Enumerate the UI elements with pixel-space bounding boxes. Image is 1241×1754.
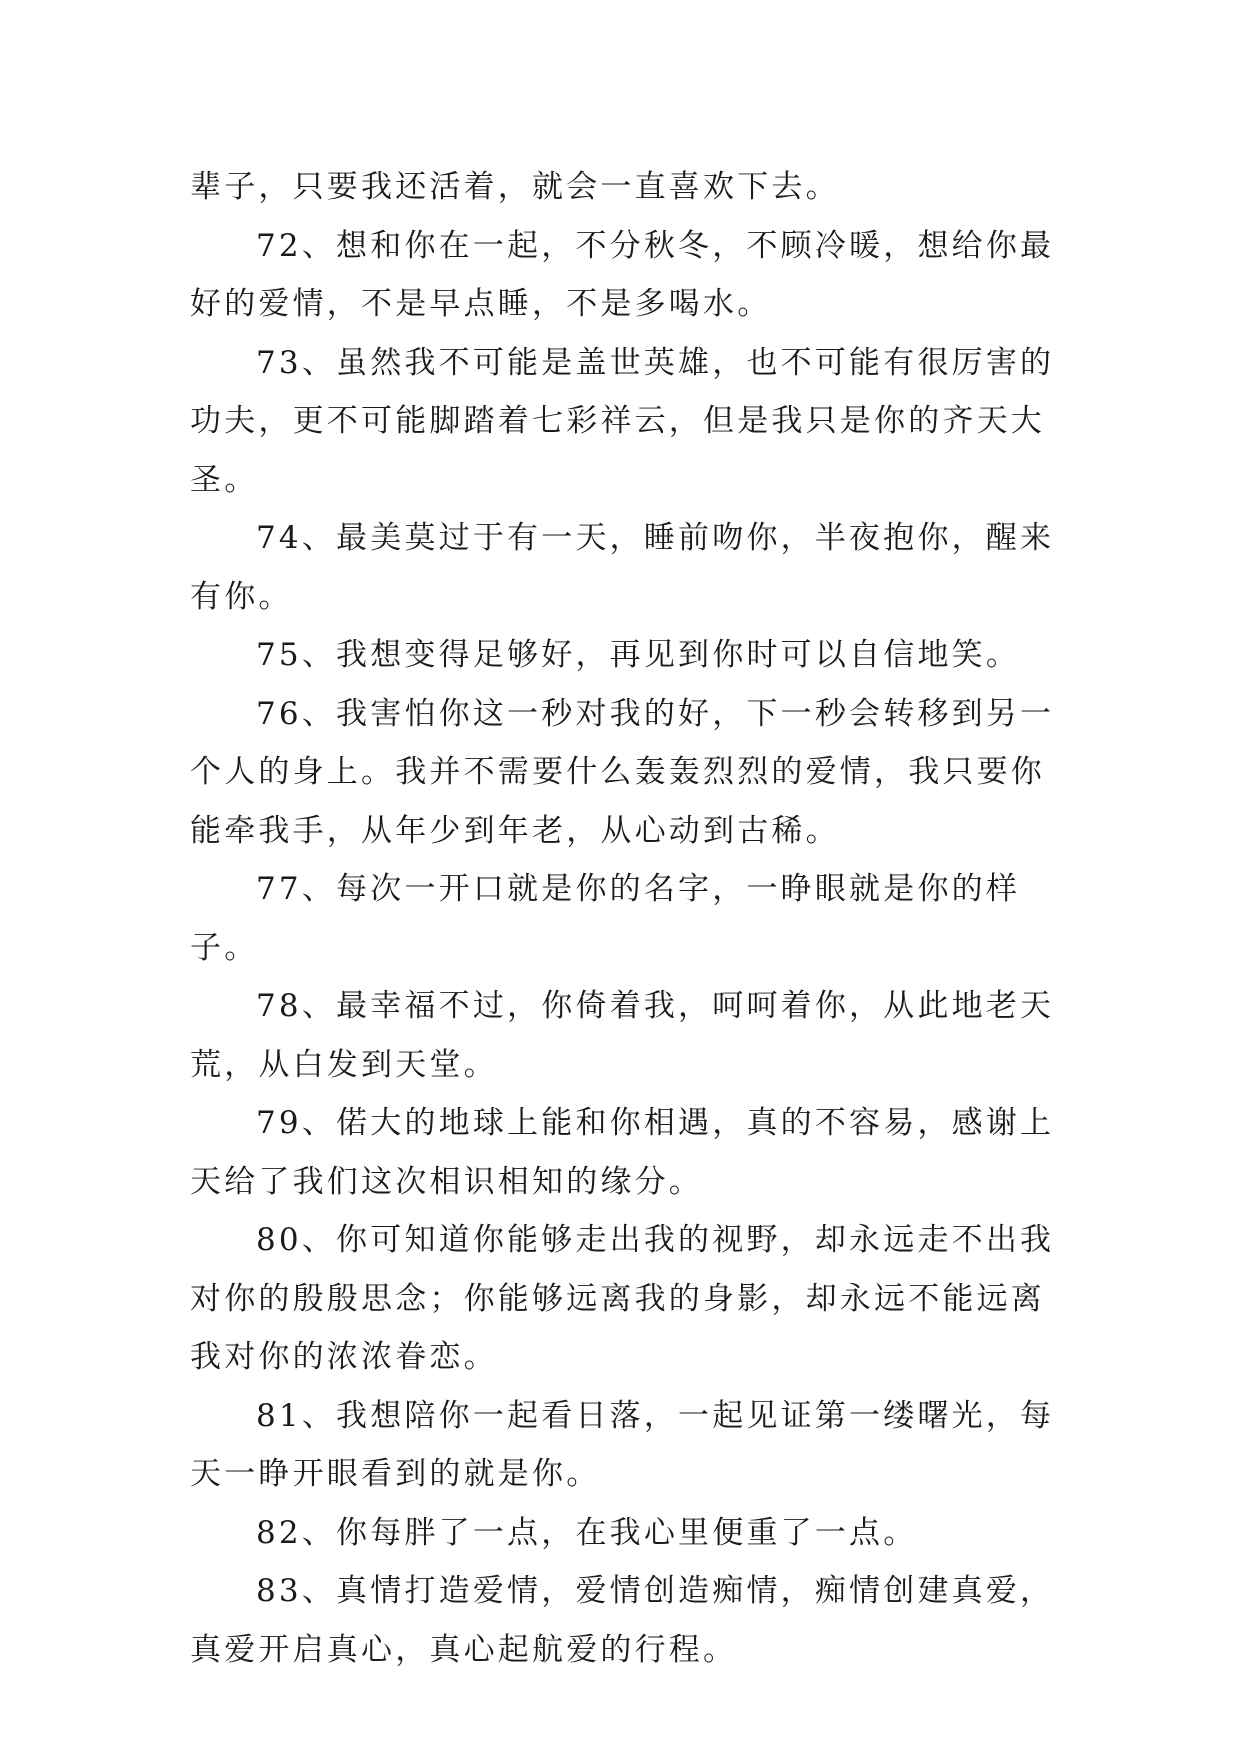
paragraph-83: 83、真情打造爱情，爱情创造痴情，痴情创建真爱，真爱开启真心，真心起航爱的行程。 [190,1573,1055,1668]
paragraph-77: 77、每次一开口就是你的名字，一睁眼就是你的样子。 [190,871,1021,966]
paragraph-continuation: 辈子，只要我还活着，就会一直喜欢下去。 [190,169,840,205]
paragraph-78: 78、最幸福不过，你倚着我，呵呵着你，从此地老天荒，从白发到天堂。 [190,988,1055,1083]
paragraph-74: 74、最美莫过于有一天，睡前吻你，半夜抱你，醒来有你。 [190,520,1055,615]
paragraph-76: 76、我害怕你这一秒对我的好，下一秒会转移到另一个人的身上。我并不需要什么轰轰烈烈的爱情，我只要你能牵我手，从年少到年老，从心动到古稀。 [190,695,1055,849]
paragraph-75: 75、我想变得足够好，再见到你时可以自信地笑。 [256,637,1021,673]
paragraph-72: 72、想和你在一起，不分秋冬，不顾冷暖，想给你最好的爱情，不是早点睡，不是多喝水。 [190,227,1055,322]
paragraph-80: 80、你可知道你能够走出我的视野，却永远走不出我对你的殷殷思念；你能够远离我的身影，却永远不能远离我对你的浓浓眷恋。 [190,1222,1055,1375]
paragraph-82: 82、你每胖了一点，在我心里便重了一点。 [256,1514,918,1551]
paragraph-81: 81、我想陪你一起看日落，一起见证第一缕曙光，每天一睁开眼看到的就是你。 [190,1397,1055,1492]
paragraph-79: 79、偌大的地球上能和你相遇，真的不容易，感谢上天给了我们这次相识相知的缘分。 [190,1105,1055,1200]
paragraph-73: 73、虽然我不可能是盖世英雄，也不可能有很厉害的功夫，更不可能脚踏着七彩祥云，但是我只是你的齐天大圣。 [190,344,1055,498]
document-body [190,158,1060,1679]
